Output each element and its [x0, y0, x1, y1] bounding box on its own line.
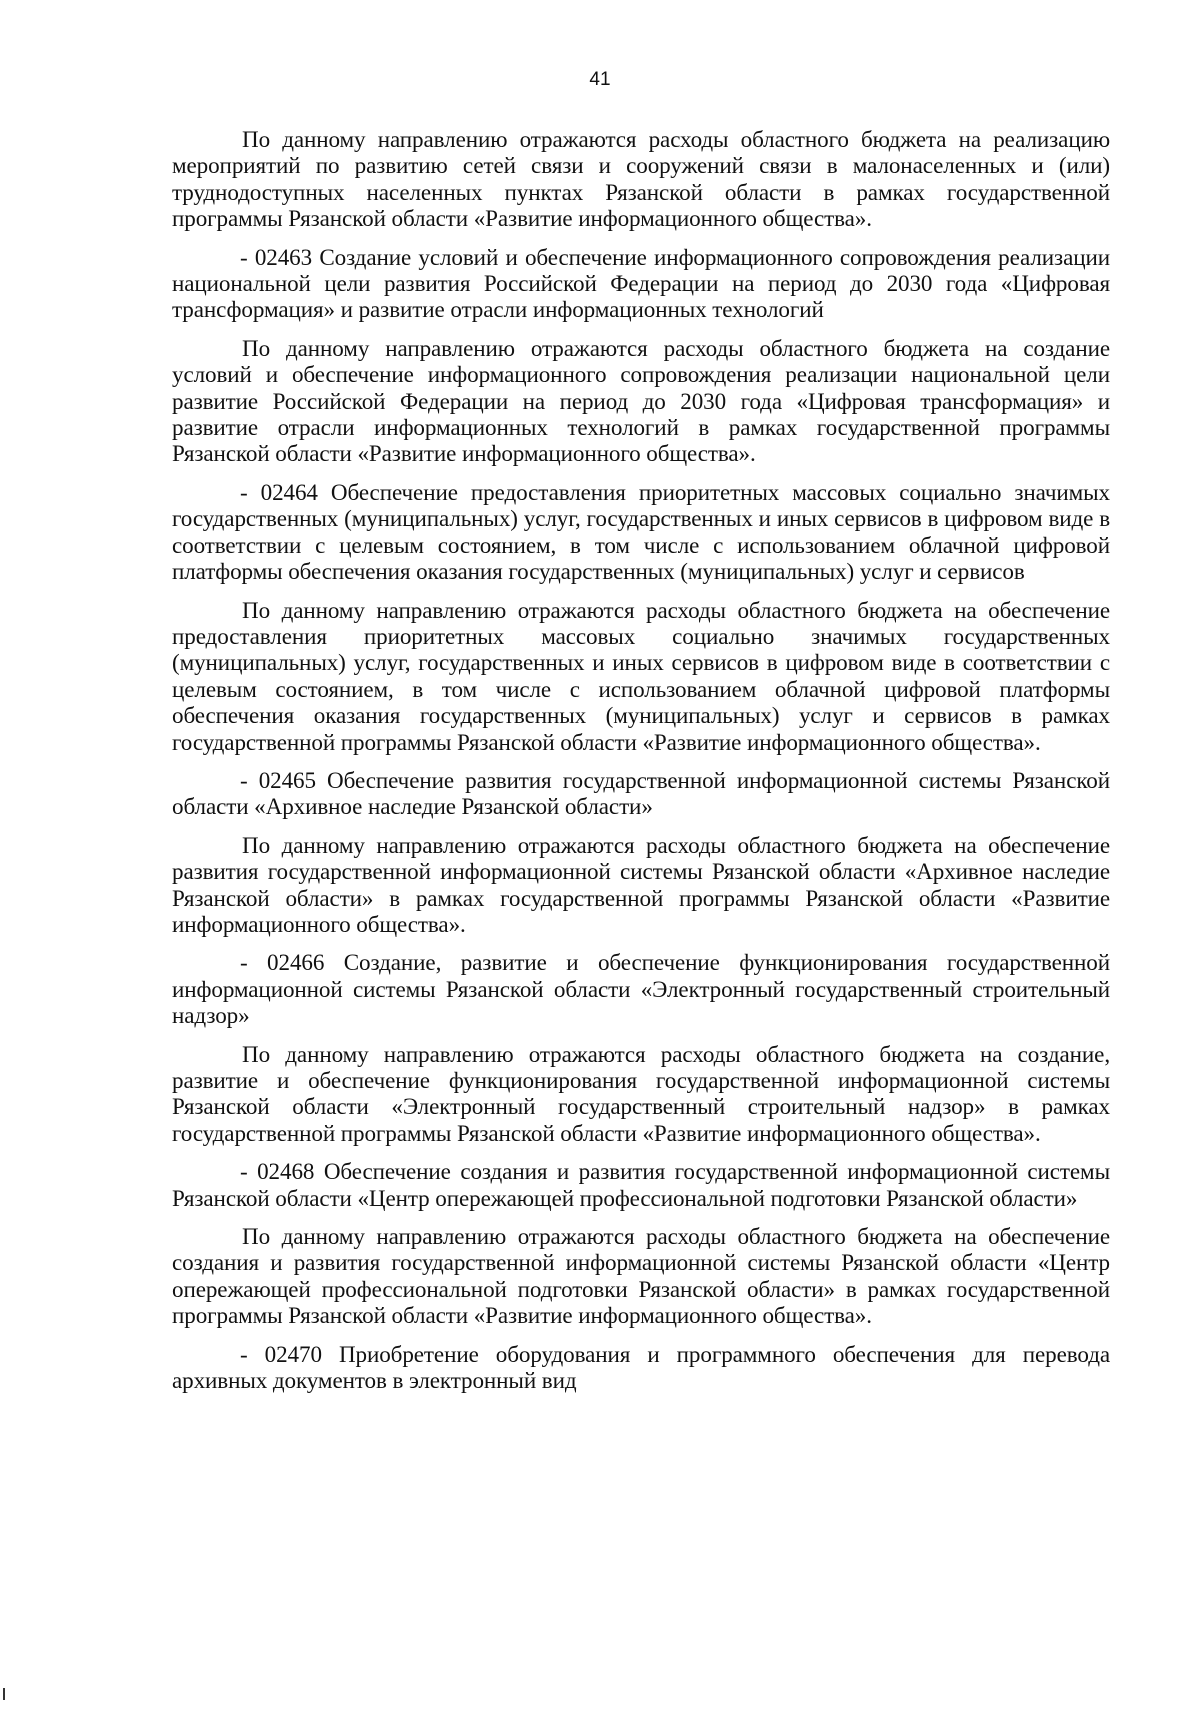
paragraph-description: По данному направлению отражаются расходы областного бюджета на создание условий и обеспечение информационного сопровождения реализации национальной цели развитие Российской Федерации на период до 2030 года «Цифровая трансформация» и развитие отрасли информационных технологий в рамках государственной программы Рязанской области «Развитие информационного общества». [172, 334, 1110, 467]
paragraph-description: По данному направлению отражаются расходы областного бюджета на создание, развитие и обеспечение функционирования государственной информационной системы Рязанской области «Электронный государственный строительный надзор» в рамках государственной программы Рязанской области «Развитие информационного общества». [172, 1040, 1110, 1146]
paragraph-description: По данному направлению отражаются расходы областного бюджета на реализацию мероприятий по развитию сетей связи и сооружений связи в малонаселенных и (или) труднодоступных населенных пунктах Рязанской области в рамках государственной программы Рязанской области «Развитие информационного общества». [172, 126, 1110, 232]
paragraph-description: По данному направлению отражаются расходы областного бюджета на обеспечение создания и развития государственной информационной системы Рязанской области «Центр опережающей профессиональной подготовки Рязанской области» в рамках государственной программы Рязанской области «Развитие информационного общества». [172, 1223, 1110, 1329]
paragraph-code-02465: - 02465 Обеспечение развития государственной информационной системы Рязанской области «Архивное наследие Рязанской области» [172, 766, 1110, 820]
paragraph-code-02470: - 02470 Приобретение оборудования и программного обеспечения для перевода архивных документов в электронный вид [172, 1340, 1110, 1394]
scan-edge-mark [3, 1688, 5, 1700]
paragraph-code-02468: - 02468 Обеспечение создания и развития государственной информационной системы Рязанской области «Центр опережающей профессиональной подготовки Рязанской области» [172, 1158, 1110, 1211]
paragraph-code-02463: - 02463 Создание условий и обеспечение информационного сопровождения реализации национальной цели развития Российской Федерации на период до 2030 года «Цифровая трансформация» и развитие отрасли информационных технологий [172, 243, 1110, 323]
page-number: 41 [589, 69, 611, 90]
document-body [172, 126, 1110, 1405]
paragraph-description: По данному направлению отражаются расходы областного бюджета на обеспечение развития государственной информационной системы Рязанской области «Архивное наследие Рязанской области» в рамках государственной программы Рязанской области «Развитие информационного общества». [172, 831, 1110, 937]
paragraph-description: По данному направлению отражаются расходы областного бюджета на обеспечение предоставления приоритетных массовых социально значимых государственных (муниципальных) услуг, государственных и иных сервисов в цифровом виде в соответствии с целевым состоянием, в том числе с использованием облачной цифровой платформы обеспечения оказания государственных (муниципальных) услуг и сервисов в рамках государственной программы Рязанской области «Развитие информационного общества». [172, 596, 1110, 755]
paragraph-code-02464: - 02464 Обеспечение предоставления приоритетных массовых социально значимых государственных (муниципальных) услуг, государственных и иных сервисов в цифровом виде в соответствии с целевым состоянием, в том числе с использованием облачной цифровой платформы обеспечения оказания государственных (муниципальных) услуг и сервисов [172, 478, 1110, 585]
paragraph-code-02466: - 02466 Создание, развитие и обеспечение функционирования государственной информационной системы Рязанской области «Электронный государственный строительный надзор» [172, 949, 1110, 1029]
